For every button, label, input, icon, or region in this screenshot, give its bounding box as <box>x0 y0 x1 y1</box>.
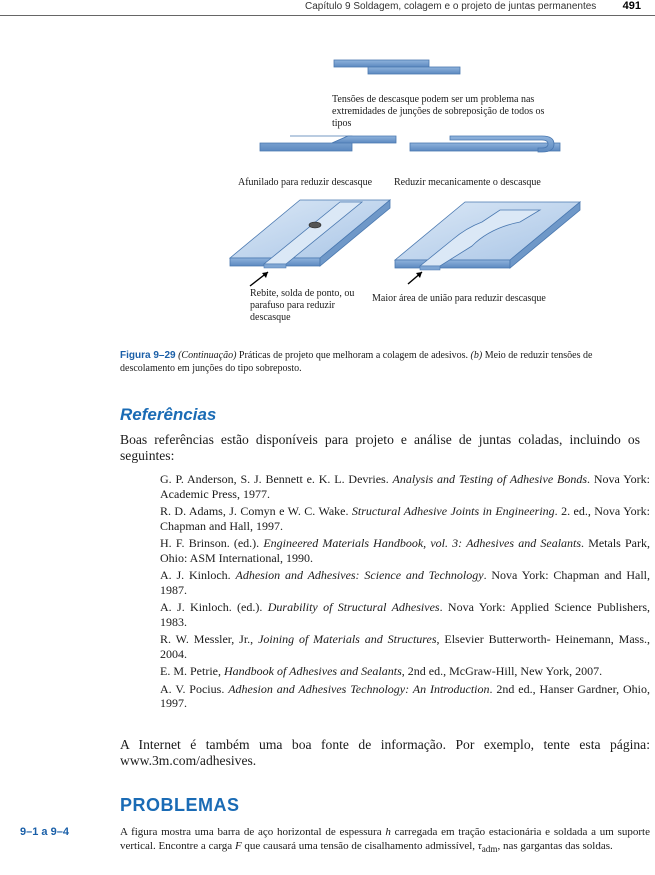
caption-continuation: (Continuação) <box>178 350 237 361</box>
reference-item: R. W. Messler, Jr., Joining of Materials and Structures, Elsevier Butterworth- Heinemann, Mass., 2004. <box>160 632 650 661</box>
label-larger-area: Maior área de união para reduzir descasque <box>372 293 546 304</box>
larger-area-joint <box>395 202 580 284</box>
label-peel-stress: Tensões de descasque podem ser um problema nas extremidades de junções de sobreposição de todos os tipos <box>332 94 545 129</box>
reference-item: A. V. Pocius. Adhesion and Adhesives Technology: An Introduction. 2nd ed., Hanser Gardner, Ohio, 1997. <box>160 681 651 710</box>
label-rivet: Rebite, solda de ponto, ou parafuso para reduzir descasque <box>250 288 355 323</box>
problems-heading: PROBLEMAS <box>120 795 240 815</box>
caption-text-2: Meio de reduzir tensões de descolamento em junções do tipo sobreposto. <box>120 350 593 374</box>
references-list <box>160 472 650 714</box>
var-h: h <box>385 826 391 838</box>
internet-paragraph: A Internet é também uma boa fonte de informação. Por exemplo, tente esta página: www.3m.com/adhesives. <box>120 737 650 768</box>
tau-subscript: adm <box>481 844 498 855</box>
caption-part: (b) <box>470 350 483 361</box>
page-header <box>0 0 655 16</box>
problem-range: 9–1 a 9–4 <box>20 826 69 838</box>
reference-item: G. P. Anderson, S. J. Bennett e. K. L. Devries. Analysis and Testing of Adhesive Bonds. Nova York: Academic Press, 1977. <box>160 472 650 501</box>
label-mechanical: Reduzir mecanicamente o descasque <box>394 177 541 188</box>
header-rule <box>0 15 655 16</box>
problem-text: A figura mostra uma barra de aço horizontal de espessura h carregada em tração estacionária e soldada a um suporte vertical. Encontre a carga F que causará uma tensão de cisalhamento admissível, $\tau_{adm}$, nas gargantas das soldas. <box>120 826 650 855</box>
var-f: F <box>234 840 242 852</box>
reference-item: A. J. Kinloch. (ed.). Durability of Structural Adhesives. Nova York: Applied Science Publishers, 1983. <box>160 600 650 629</box>
figure-9-29 <box>220 50 600 340</box>
page-number: 491 <box>622 0 641 12</box>
figure-number: Figura 9–29 <box>120 350 176 361</box>
reference-item: R. D. Adams, J. Comyn e W. C. Wake. Structural Adhesive Joints in Engineering. 2. ed., Nova York: Chapman and Hall, 1997. <box>160 504 650 533</box>
references-intro: Boas referências estão disponíveis para projeto e análise de juntas coladas, incluindo os seguintes: <box>120 432 640 463</box>
rivet-joint <box>230 200 390 286</box>
running-title: Capítulo 9 Soldagem, colagem e o projeto de juntas permanentes <box>305 1 597 12</box>
folded-joint <box>410 136 560 152</box>
reference-item: A. J. Kinloch. Adhesion and Adhesives: Science and Technology. Nova York: Chapman and Hall, 1987. <box>160 568 651 597</box>
reference-item: H. F. Brinson. (ed.). Engineered Materials Handbook, vol. 3: Adhesives and Sealants. Metals Park, Ohio: ASM International, 1990. <box>160 536 650 565</box>
var-tau: τ <box>477 840 482 852</box>
tapered-joint <box>260 136 396 151</box>
references-heading: Referências <box>120 405 217 424</box>
reference-item: E. M. Petrie, Handbook of Adhesives and Sealants, 2nd ed., McGraw-Hill, New York, 2007. <box>160 664 603 678</box>
label-tapered: Afunilado para reduzir descasque <box>238 177 373 188</box>
caption-text-1: Práticas de projeto que melhoram a colagem de adesivos. <box>236 350 471 361</box>
figure-caption <box>120 349 640 375</box>
lap-joint-top <box>334 60 460 74</box>
